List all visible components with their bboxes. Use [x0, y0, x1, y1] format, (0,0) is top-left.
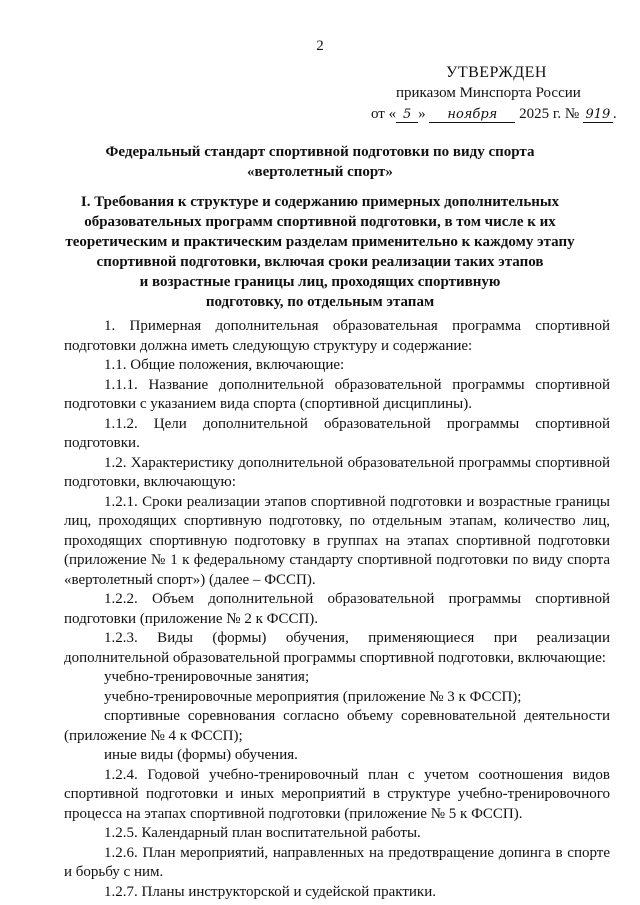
handwritten-day: 5: [396, 107, 418, 123]
paragraph: 1.2.2. Объем дополнительной образовательной программы спортивной подготовки (приложение № 2 к ФССП).: [64, 591, 610, 627]
page-number: 2: [316, 38, 324, 54]
heading-line: «вертолетный спорт»: [247, 164, 393, 180]
date-year: 2025 г. №: [519, 106, 580, 122]
paragraph: 1.2.5. Календарный план воспитательной работы.: [104, 825, 421, 841]
document-body: [64, 317, 610, 902]
paragraph: 1.2.3. Виды (формы) обучения, применяющиеся при реализации дополнительной образовательной программы спортивной подготовки, включающие:: [64, 630, 610, 666]
paragraph: 1.1.2. Цели дополнительной образовательной программы спортивной подготовки.: [64, 415, 610, 451]
document-heading: [40, 142, 600, 182]
section-heading-line: и возрастные границы лиц, проходящих спортивную: [139, 274, 501, 290]
section-heading-line: спортивной подготовки, включая сроки реализации таких этапов: [96, 254, 544, 270]
approval-title: УТВЕРЖДЕН: [446, 64, 547, 81]
paragraph: иные виды (формы) обучения.: [104, 747, 298, 763]
heading-line: Федеральный стандарт спортивной подготовки по виду спорта: [105, 144, 535, 160]
paragraph: 1.1.1. Название дополнительной образовательной программы спортивной подготовки с указанием вида спорта (спортивной дисциплины).: [64, 376, 610, 412]
section-heading-line: I. Требования к структуре и содержанию примерных дополнительных: [80, 194, 560, 210]
section-heading-line: образовательных программ спортивной подготовки, в том числе к их: [84, 214, 556, 230]
paragraph: 1.2.1. Сроки реализации этапов спортивной подготовки и возрастные границы лиц, проходящих спортивную подготовку, по отдельным этапам, количество лиц, проходящих спортивную подготовку в группах на этапах спортивной подготовки (приложение № 1 к федеральному стандарту спортивной подготовки по виду спорта «вертолетный спорт») (далее – ФССП).: [64, 493, 610, 588]
paragraph: 1.2.6. План мероприятий, направленных на предотвращение допинга в спорте и борьбу с ним.: [64, 844, 610, 880]
handwritten-month: ноября: [429, 107, 515, 123]
approval-order: приказом Минспорта России: [396, 85, 581, 101]
paragraph: учебно-тренировочные мероприятия (приложение № 3 к ФССП);: [104, 688, 522, 705]
paragraph: 1.2. Характеристику дополнительной образовательной программы спортивной подготовки, включающую:: [64, 454, 610, 490]
paragraph: 1. Примерная дополнительная образовательная программа спортивной подготовки должна иметь следующую структуру и содержание:: [64, 318, 610, 354]
paragraph: 1.2.7. Планы инструкторской и судейской практики.: [104, 883, 436, 900]
date-prefix: от «: [371, 106, 397, 122]
paragraph: спортивные соревнования согласно объему соревновательной деятельности (приложение № 4 к ФССП);: [64, 708, 610, 744]
date-end: .: [612, 106, 617, 122]
section-heading-line: подготовку, по отдельным этапам: [205, 294, 435, 310]
section-heading-line: теоретическим и практическим разделам применительно к каждому этапу: [65, 234, 575, 250]
paragraph: 1.1. Общие положения, включающие:: [104, 357, 345, 373]
approval-date-line: [371, 104, 617, 125]
handwritten-order-number: 919: [583, 107, 613, 123]
section-heading: [40, 192, 600, 312]
date-mid: »: [418, 106, 426, 122]
paragraph: 1.2.4. Годовой учебно-тренировочный план с учетом соотношения видов спортивной подготовки и иных мероприятий в структуре учебно-тренировочного процесса на этапах спортивной подготовки (приложение № 5 к ФССП).: [64, 766, 610, 822]
paragraph: учебно-тренировочные занятия;: [104, 669, 310, 685]
